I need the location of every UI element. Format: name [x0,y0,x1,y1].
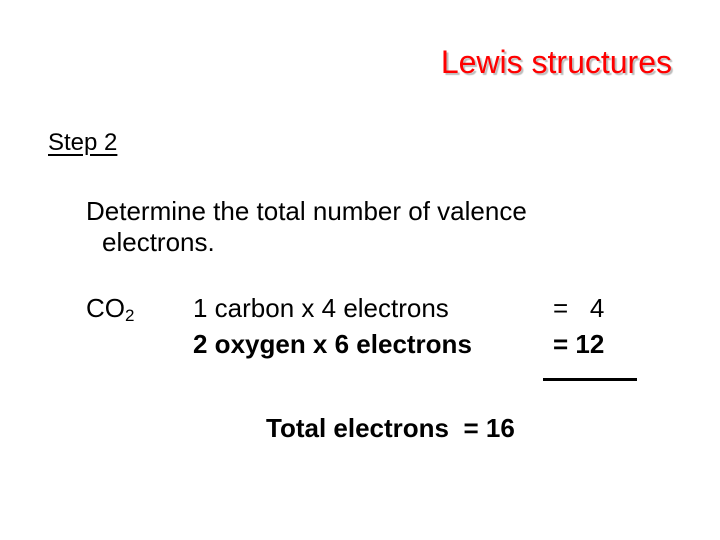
instruction-line-2: electrons. [102,227,215,257]
slide-title: Lewis structures [440,44,672,80]
step-heading: Step 2 [48,129,118,156]
sum-divider-line [543,378,637,381]
oxygen-calculation: 2 oxygen x 6 electrons [193,329,472,359]
instruction-line-1: Determine the total number of valence [86,196,527,226]
formula-base: CO [86,293,125,323]
formula-subscript: 2 [125,306,135,325]
total-electrons: Total electrons = 16 [266,413,515,443]
instruction-text [86,196,626,258]
carbon-calculation: 1 carbon x 4 electrons [193,293,449,323]
oxygen-result: = 12 [553,329,605,359]
chemical-formula [86,293,134,324]
carbon-result: = 4 [553,293,605,323]
